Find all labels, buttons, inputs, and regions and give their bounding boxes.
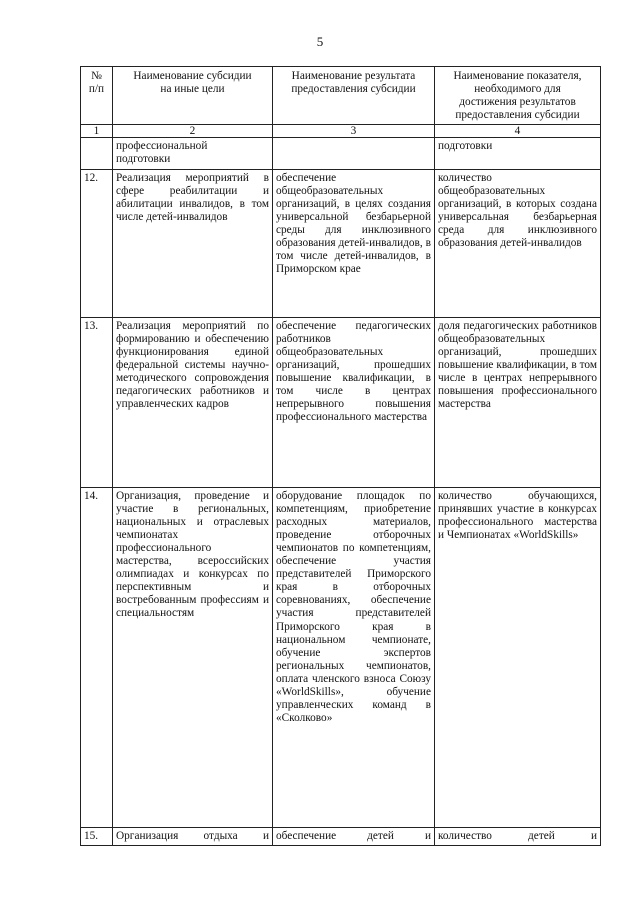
subsidy-name-cell: Реализация мероприятий по формированию и обеспечению функционирования единой федеральной системы научно-методического сопровождения педагогических работников и управленческих кадров (113, 317, 273, 487)
subsidy-name-cell: профессиональной подготовки (113, 138, 273, 169)
subsidy-table (80, 66, 601, 846)
header-indicator-name: Наименование показателя, необходимого для достижения результатов предоставления субсидии (435, 67, 601, 125)
header-result-name: Наименование результата предоставления субсидии (273, 67, 435, 125)
subsidy-name-cell: Реализация мероприятий в сфере реабилитации и абилитации инвалидов, в том числе детей-инвалидов (113, 169, 273, 317)
column-number-row (81, 125, 601, 138)
table-row (81, 138, 601, 169)
header-subsidy-name: Наименование субсидии на иные цели (113, 67, 273, 125)
table-row (81, 827, 601, 845)
result-cell: оборудование площадок по компетенциям, приобретение расходных материалов, проведение отборочных чемпионатов по компетенциям, обеспечение участия представителей Приморского края в отборочных соревнованиях, обеспечение участия представителей Приморского края в национальном чемпионате, обучение экспертов региональных чемпионатов, оплата членского взноса Союзу «WorldSkills», обучение управленческих команд в «Сколково» (273, 487, 435, 827)
result-cell (273, 138, 435, 169)
indicator-cell: доля педагогических работников общеобразовательных организаций, прошедших повышение квалификации, в том числе в центрах непрерывного повышения профессионального мастерства (435, 317, 601, 487)
column-number-2: 2 (113, 125, 273, 138)
indicator-cell: подготовки (435, 138, 601, 169)
row-number: 12. (81, 169, 113, 317)
indicator-cell: количество детей и (435, 827, 601, 845)
table-header-row (81, 67, 601, 125)
result-cell: обеспечение детей и (273, 827, 435, 845)
row-number: 14. (81, 487, 113, 827)
indicator-cell: количество общеобразовательных организаций, в которых создана универсальная безбарьерная среда для инклюзивного образования детей-инвалидов (435, 169, 601, 317)
result-cell: обеспечение педагогических работников общеобразовательных организаций, прошедших повышение квалификации, в том числе в центрах непрерывного повышения профессионального мастерства (273, 317, 435, 487)
subsidy-name-cell: Организация, проведение и участие в региональных, национальных и отраслевых чемпионатах профессионального мастерства, всероссийских олимпиадах и конкурсах по перспективным и востребованным профессиям и специальностям (113, 487, 273, 827)
table-row (81, 487, 601, 827)
result-cell: обеспечение общеобразовательных организаций, в целях создания универсальной безбарьерной среды для инклюзивного образования детей-инвалидов, в том числе детей-инвалидов, в Приморском крае (273, 169, 435, 317)
header-number: № п/п (81, 67, 113, 125)
row-number: 15. (81, 827, 113, 845)
column-number-4: 4 (435, 125, 601, 138)
column-number-3: 3 (273, 125, 435, 138)
row-number: 13. (81, 317, 113, 487)
table-row (81, 317, 601, 487)
indicator-cell: количество обучающихся, принявших участие в конкурсах профессионального мастерства и Чемпионатах «WorldSkills» (435, 487, 601, 827)
table-row (81, 169, 601, 317)
column-number-1: 1 (81, 125, 113, 138)
page-number: 5 (316, 34, 324, 49)
subsidy-name-cell: Организация отдыха и (113, 827, 273, 845)
row-number (81, 138, 113, 169)
